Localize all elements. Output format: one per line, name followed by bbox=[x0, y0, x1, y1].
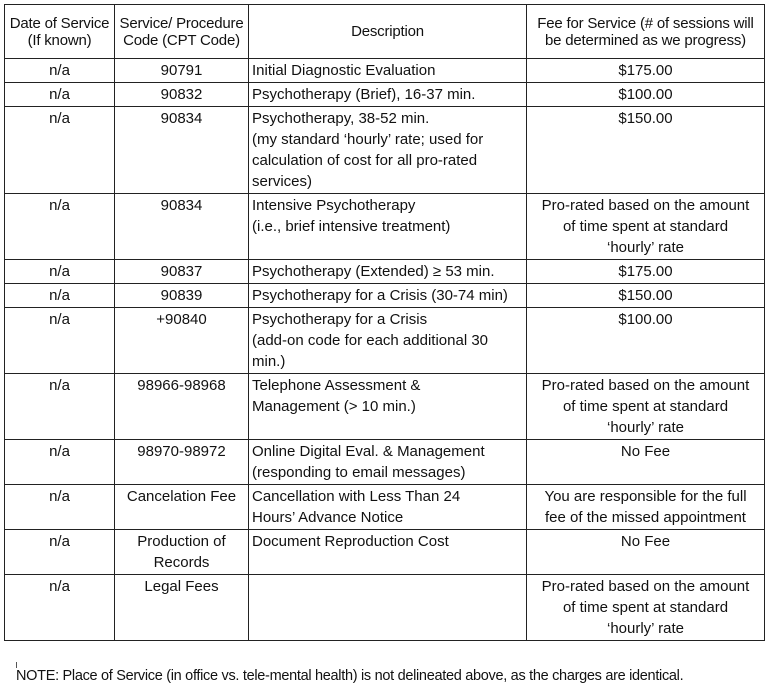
description-line: Intensive Psychotherapy bbox=[252, 197, 416, 214]
fee-cell bbox=[527, 374, 765, 440]
fee-line: ‘hourly’ rate bbox=[607, 620, 684, 637]
description-cell bbox=[249, 440, 527, 485]
fee-cell bbox=[527, 440, 765, 485]
description-line: Psychotherapy for a Crisis (30-74 min) bbox=[252, 287, 508, 304]
date-cell: n/a bbox=[5, 485, 115, 530]
date-cell: n/a bbox=[5, 83, 115, 107]
header-description: Description bbox=[249, 5, 527, 59]
fee-cell bbox=[527, 530, 765, 575]
description-cell bbox=[249, 59, 527, 83]
description-line: (my standard ‘hourly’ rate; used for bbox=[252, 131, 484, 148]
fee-cell bbox=[527, 83, 765, 107]
fee-schedule-table bbox=[4, 4, 765, 641]
fee-line: No Fee bbox=[620, 443, 671, 460]
description-line: min.) bbox=[252, 353, 286, 370]
code-cell: Production of Records bbox=[115, 530, 249, 575]
description-line: (i.e., brief intensive treatment) bbox=[252, 218, 451, 235]
description-line: services) bbox=[252, 173, 313, 190]
fee-cell bbox=[527, 194, 765, 260]
code-cell: 98970-98972 bbox=[115, 440, 249, 485]
description-line: Initial Diagnostic Evaluation bbox=[252, 62, 436, 79]
date-cell: n/a bbox=[5, 440, 115, 485]
footnote: NOTE: Place of Service (in office vs. tele-mental health) is not delineated above, as the charges are identical. bbox=[16, 668, 684, 684]
code-cell: 90832 bbox=[115, 83, 249, 107]
fee-cell bbox=[527, 107, 765, 194]
fee-line: $175.00 bbox=[618, 62, 673, 79]
date-cell: n/a bbox=[5, 284, 115, 308]
fee-line: $150.00 bbox=[618, 110, 673, 127]
table-header-row bbox=[5, 5, 765, 59]
description-cell bbox=[249, 107, 527, 194]
fee-line: of time spent at standard bbox=[562, 599, 729, 616]
fee-cell bbox=[527, 575, 765, 641]
table-row bbox=[5, 83, 765, 107]
date-cell: n/a bbox=[5, 194, 115, 260]
fee-cell bbox=[527, 485, 765, 530]
date-cell: n/a bbox=[5, 575, 115, 641]
table-row bbox=[5, 485, 765, 530]
description-line: Psychotherapy for a Crisis bbox=[252, 311, 428, 328]
table-row bbox=[5, 59, 765, 83]
code-cell: 90791 bbox=[115, 59, 249, 83]
description-line: Document Reproduction Cost bbox=[252, 533, 449, 550]
fee-cell bbox=[527, 284, 765, 308]
description-cell bbox=[249, 485, 527, 530]
fee-cell bbox=[527, 260, 765, 284]
fee-line: $175.00 bbox=[618, 263, 673, 280]
table-row bbox=[5, 194, 765, 260]
description-cell bbox=[249, 374, 527, 440]
fee-line: ‘hourly’ rate bbox=[607, 239, 684, 256]
table-row bbox=[5, 530, 765, 575]
code-cell: 90839 bbox=[115, 284, 249, 308]
description-cell bbox=[249, 575, 527, 641]
header-date: Date of Service (If known) bbox=[5, 5, 115, 59]
date-cell: n/a bbox=[5, 374, 115, 440]
code-cell: 90834 bbox=[115, 194, 249, 260]
description-line: Cancellation with Less Than 24 bbox=[252, 488, 461, 505]
fee-line: $100.00 bbox=[618, 86, 673, 103]
description-line: Hours’ Advance Notice bbox=[252, 509, 404, 526]
code-cell: 90837 bbox=[115, 260, 249, 284]
fee-line: You are responsible for the full bbox=[544, 488, 747, 505]
fee-line: ‘hourly’ rate bbox=[607, 419, 684, 436]
table-row bbox=[5, 308, 765, 374]
code-cell: 98966-98968 bbox=[115, 374, 249, 440]
description-line: Online Digital Eval. & Management bbox=[252, 443, 485, 460]
code-cell: Cancelation Fee bbox=[115, 485, 249, 530]
header-code: Service/ Procedure Code (CPT Code) bbox=[115, 5, 249, 59]
table-row bbox=[5, 260, 765, 284]
description-line: calculation of cost for all pro-rated bbox=[252, 152, 478, 169]
code-cell: Legal Fees bbox=[115, 575, 249, 641]
code-cell: +90840 bbox=[115, 308, 249, 374]
description-cell bbox=[249, 284, 527, 308]
date-cell: n/a bbox=[5, 59, 115, 83]
description-cell bbox=[249, 194, 527, 260]
description-line: Psychotherapy (Extended) ≥ 53 min. bbox=[252, 263, 495, 280]
description-cell bbox=[249, 530, 527, 575]
description-cell bbox=[249, 260, 527, 284]
description-cell bbox=[249, 308, 527, 374]
date-cell: n/a bbox=[5, 530, 115, 575]
date-cell: n/a bbox=[5, 107, 115, 194]
fee-line: Pro-rated based on the amount bbox=[541, 197, 750, 214]
fee-line: Pro-rated based on the amount bbox=[541, 578, 750, 595]
description-line: Psychotherapy (Brief), 16-37 min. bbox=[252, 86, 476, 103]
header-fee: Fee for Service (# of sessions will be determined as we progress) bbox=[527, 5, 765, 59]
table-row bbox=[5, 284, 765, 308]
fee-line: of time spent at standard bbox=[562, 398, 729, 415]
code-cell: 90834 bbox=[115, 107, 249, 194]
description-line: Telephone Assessment & bbox=[252, 377, 421, 394]
description-line: (responding to email messages) bbox=[252, 464, 466, 481]
description-line: (add-on code for each additional 30 bbox=[252, 332, 489, 349]
table-row bbox=[5, 107, 765, 194]
date-cell: n/a bbox=[5, 260, 115, 284]
fee-cell bbox=[527, 308, 765, 374]
date-cell: n/a bbox=[5, 308, 115, 374]
fee-line: No Fee bbox=[620, 533, 671, 550]
fee-line: $150.00 bbox=[618, 287, 673, 304]
fee-cell bbox=[527, 59, 765, 83]
description-line: Psychotherapy, 38-52 min. bbox=[252, 110, 430, 127]
fee-line: fee of the missed appointment bbox=[545, 509, 746, 526]
fee-line: Pro-rated based on the amount bbox=[541, 377, 750, 394]
table-row bbox=[5, 440, 765, 485]
fee-line: $100.00 bbox=[618, 311, 673, 328]
description-cell bbox=[249, 83, 527, 107]
fee-line: of time spent at standard bbox=[562, 218, 729, 235]
description-line: Management (> 10 min.) bbox=[252, 398, 416, 415]
table-row bbox=[5, 575, 765, 641]
table-row bbox=[5, 374, 765, 440]
